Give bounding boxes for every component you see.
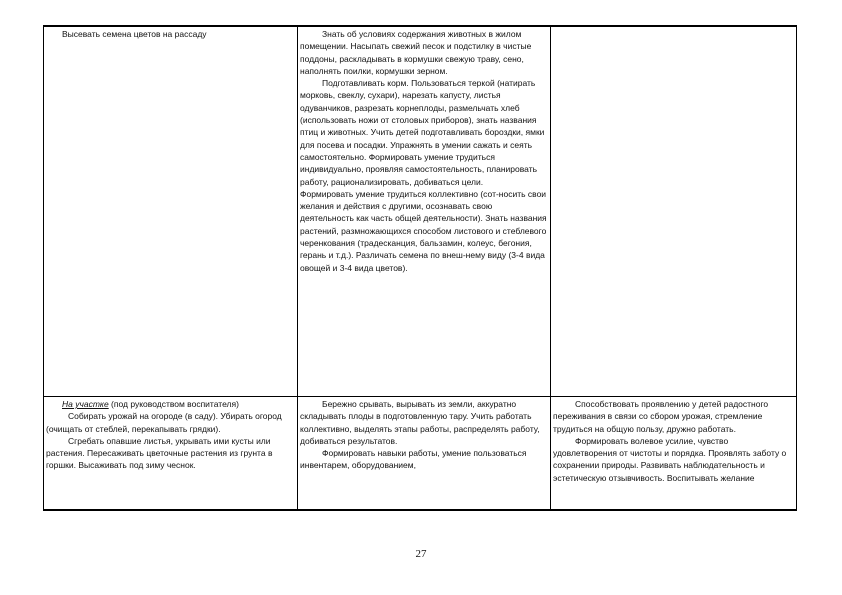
cell-text: Формировать умение трудиться коллективно (сот-носить свои желания и действия с другими, осознавать свою деятельность как часть общей деятельности). Знать названия растений, размножающихся способом листового и стеблевого черенкования (традесканция, бальзамин, колеус, бегония, герань и т.д.). Различать семена по внеш-нему виду (3-4 вида овощей и 3-4 вида цветов).: [300, 188, 547, 273]
table-row: [44, 26, 797, 397]
section-heading-italic: На участке: [62, 399, 109, 409]
cell-text: Формировать волевое усилие, чувство удовлетворения от чистоты и порядка. Проявлять заботу о сохранении природы. Развивать наблюдательность и эстетическую отзывчивость. Воспитывать желание: [553, 435, 787, 483]
table-cell-r1c3: [551, 26, 797, 397]
section-heading: [46, 398, 295, 410]
table-cell-r2c2: [298, 397, 551, 511]
table-cell-r1c2: [298, 26, 551, 397]
cell-text: Высевать семена цветов на рассаду: [62, 29, 207, 39]
section-heading-rest: (под руководством воспитателя): [108, 399, 239, 409]
cell-text: Способствовать проявлению у детей радостного переживания в связи со сбором урожая, стремление трудиться на общую пользу, дружно работать.: [553, 399, 769, 434]
cell-text: Формировать навыки работы, умение пользоваться инвентарем, оборудованием,: [300, 448, 527, 471]
cell-text: Бережно срывать, вырывать из земли, аккуратно складывать плоды в подготовленную тару. Учить работать коллективно, выделять этапы работы, распределять работу, добиваться результатов.: [300, 399, 540, 446]
content-table: [43, 25, 797, 511]
page-number: 27: [415, 548, 427, 560]
cell-text: Подготавливать корм. Пользоваться теркой (натирать морковь, свеклу, сухари), нарезать капусту, листья одуванчиков, разрезать корнеплоды, размельчать хлеб (использовать ножи от столовых приборов), знать названия птиц и животных. Учить детей подготавливать бороздки, ямки для посева и посадки. Упражнять в умении сажать и сеять самостоятельно. Формировать умение трудиться индивидуально, проявляя самостоятельность, планировать работу, рационализировать, добиваться цели.: [300, 78, 545, 187]
table-cell-r2c3: [551, 397, 797, 511]
table-cell-r2c1: [44, 397, 298, 511]
cell-text: Знать об условиях содержания животных в жилом помещении. Насыпать свежий песок и подстилку в чистые поддоны, раскладывать в кормушки свежую траву, сено, наполнять поилки, кормушки зерном.: [300, 29, 532, 76]
cell-text: Собирать урожай на огороде (в саду). Убирать огород (очищать от стеблей, перекапывать грядки).: [46, 411, 282, 434]
cell-text: Сгребать опавшие листья, укрывать ими кусты или растения. Пересаживать цветочные растения из грунта в горшки. Высаживать под зиму чеснок.: [46, 435, 273, 471]
table-cell-r1c1: [44, 26, 298, 397]
table-row: [44, 397, 797, 511]
